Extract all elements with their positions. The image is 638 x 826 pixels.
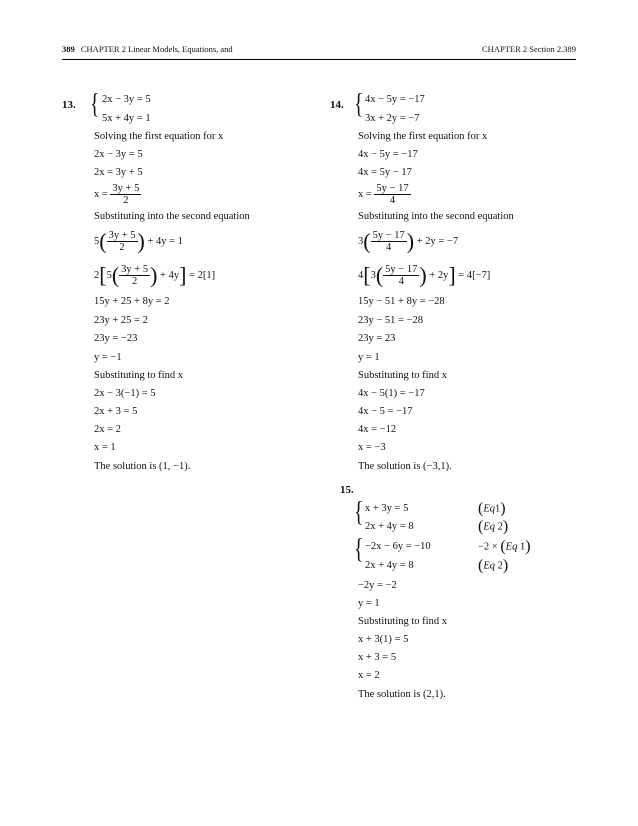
equation-line: y = 1 (358, 598, 380, 609)
equation-line: 4x − 5 = −17 (358, 406, 413, 417)
substitution-line: 3( $\frac{5y - 17}{4}$ ) + 2y = −7 (358, 228, 459, 254)
system-eq1: x + 3y = 5 (365, 503, 409, 514)
substitution-line: 5( $\frac{3y + 5}{2}$ ) + 4y = 1 (94, 228, 183, 254)
system-brace: { (354, 497, 364, 528)
equation-line: 23y = 23 (358, 333, 396, 344)
equation-fraction-line: x = $\frac{5y - 17}{4}$ (358, 183, 409, 206)
header-right: CHAPTER 2 Section 2.389 (482, 44, 576, 54)
equation-line: x = 1 (94, 442, 116, 453)
system-eq2: 2x + 4y = 8 (365, 521, 414, 532)
system-eq2: 3x + 2y = −7 (365, 113, 420, 124)
equation-line: y = 1 (358, 352, 380, 363)
page-number: 389 (62, 44, 75, 54)
solution-line: The solution is (2,1). (358, 689, 446, 700)
equation-line: 2x − 3(−1) = 5 (94, 388, 156, 399)
equation-fraction-line (94, 183, 141, 206)
step-text: Substituting into the second equation (358, 211, 514, 222)
equation-line: x = −3 (358, 442, 386, 453)
problem-number: 13. (62, 99, 76, 111)
step-text: Substituting to find x (358, 616, 447, 627)
equation-line: 4x = 5y − 17 (358, 167, 412, 178)
system-eq1: 2x − 3y = 5 (102, 94, 151, 105)
step-text: Substituting into the second equation (94, 211, 250, 222)
equation-line: x = 2 (358, 670, 380, 681)
step-text: Substituting to find x (358, 370, 447, 381)
equation-line: −2y = −2 (358, 580, 397, 591)
equation-line: 4x = −12 (358, 424, 397, 435)
eq-label: −2 × (Eq 1) (478, 538, 531, 555)
eq-label: (Eq 2) (478, 518, 509, 535)
multiplied-line: 2[5( $\frac{3y + 5}{2}$ ) + 4y] = 2[1] (94, 262, 216, 288)
solution-line: The solution is (1, −1). (94, 461, 191, 472)
equation-line: 23y = −23 (94, 333, 138, 344)
system-brace: { (354, 534, 364, 565)
step-text: Solving the first equation for x (94, 131, 224, 142)
eq-label: (Eq 2) (478, 557, 509, 574)
equation-line: 2x = 2 (94, 424, 121, 435)
equation-line: 23y − 51 = −28 (358, 315, 424, 326)
equation-line: 15y + 25 + 8y = 2 (94, 296, 170, 307)
equation-line: 4x − 5(1) = −17 (358, 388, 425, 399)
system-eq2: 5x + 4y = 1 (102, 113, 151, 124)
equation-line: 23y + 25 = 2 (94, 315, 148, 326)
equation-line: y = −1 (94, 352, 122, 363)
fraction: $\frac{3y + 5}{2}$ (112, 183, 140, 206)
equation-line: 2x − 3y = 5 (94, 149, 143, 160)
step-text: Substituting to find x (94, 370, 183, 381)
problem-14 (330, 0, 590, 826)
problem-number: 15. (340, 484, 354, 496)
header-left-text: CHAPTER 2 Linear Models, Equations, and (80, 44, 233, 54)
eq-label: (Eq1) (478, 500, 506, 517)
equation-line: 2x + 3 = 5 (94, 406, 138, 417)
solution-line: The solution is (−3,1). (358, 461, 452, 472)
equation-line: x + 3(1) = 5 (358, 634, 409, 645)
system-eq1: 4x − 5y = −17 (365, 94, 425, 105)
system-eq2: 2x + 4y = 8 (365, 560, 414, 571)
problem-13 (62, 0, 322, 826)
equation-line: x + 3 = 5 (358, 652, 397, 663)
system-brace: { (90, 89, 100, 120)
equation-line: 4x − 5y = −17 (358, 149, 418, 160)
lhs: x = (94, 188, 108, 200)
system-brace: { (354, 89, 364, 120)
multiplied-line: 4[3( $\frac{5y - 17}{4}$ ) + 2y] = 4[−7] (358, 262, 491, 288)
equation-line: 2x = 3y + 5 (94, 167, 143, 178)
system-eq1: −2x − 6y = −10 (365, 541, 431, 552)
problem-number: 14. (330, 99, 344, 111)
step-text: Solving the first equation for x (358, 131, 488, 142)
equation-line: 15y − 51 + 8y = −28 (358, 296, 445, 307)
